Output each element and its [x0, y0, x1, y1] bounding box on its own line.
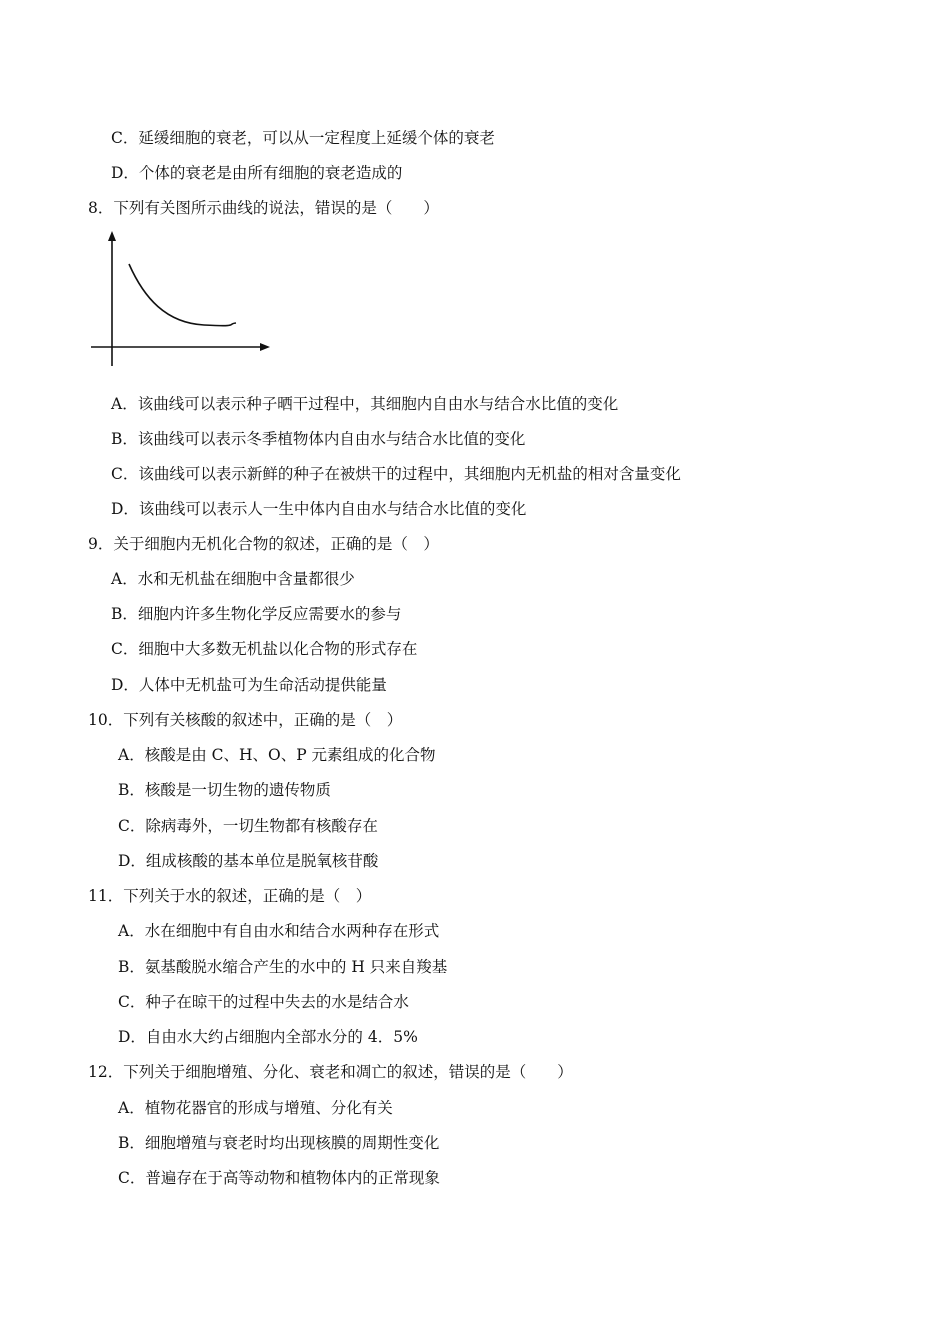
option-9d: D．人体中无机盐可为生命活动提供能量 [111, 676, 387, 694]
option-10b: B．核酸是一切生物的遗传物质 [118, 781, 331, 799]
option-8d: D．该曲线可以表示人一生中体内自由水与结合水比值的变化 [111, 500, 527, 518]
question-8-stem: 8．下列有关图所示曲线的说法，错误的是（ ） [88, 199, 439, 217]
option-10a: A．核酸是由 C、H、O、P 元素组成的化合物 [118, 746, 436, 764]
option-11a: A．水在细胞中有自由水和结合水两种存在形式 [118, 922, 440, 940]
option-8b: B．该曲线可以表示冬季植物体内自由水与结合水比值的变化 [111, 430, 526, 448]
question-10-stem: 10．下列有关核酸的叙述中，正确的是（ ） [88, 711, 403, 729]
option-7d: D．个体的衰老是由所有细胞的衰老造成的 [111, 164, 403, 182]
option-11b: B．氨基酸脱水缩合产生的水中的 H 只来自羧基 [118, 958, 448, 976]
option-9b: B．细胞内许多生物化学反应需要水的参与 [111, 605, 402, 623]
option-11d: D．自由水大约占细胞内全部水分的 4．5% [118, 1028, 418, 1046]
option-12a: A．植物花器官的形成与增殖、分化有关 [118, 1099, 393, 1117]
curve-line [129, 264, 236, 326]
x-axis-arrow [260, 343, 270, 351]
option-12c: C．普遍存在于高等动物和植物体内的正常现象 [118, 1169, 440, 1187]
decreasing-curve-figure [86, 228, 272, 368]
question-9-stem: 9．关于细胞内无机化合物的叙述，正确的是（ ） [88, 535, 439, 553]
question-11-stem: 11．下列关于水的叙述，正确的是（ ） [88, 887, 372, 905]
option-9c: C．细胞中大多数无机盐以化合物的形式存在 [111, 640, 418, 658]
option-12b: B．细胞增殖与衰老时均出现核膜的周期性变化 [118, 1134, 440, 1152]
option-8a: A．该曲线可以表示种子晒干过程中，其细胞内自由水与结合水比值的变化 [111, 395, 619, 413]
option-8c: C．该曲线可以表示新鲜的种子在被烘干的过程中，其细胞内无机盐的相对含量变化 [111, 465, 681, 483]
y-axis-arrow [108, 231, 116, 241]
option-11c: C．种子在晾干的过程中失去的水是结合水 [118, 993, 409, 1011]
option-10c: C．除病毒外，一切生物都有核酸存在 [118, 817, 378, 835]
question-12-stem: 12．下列关于细胞增殖、分化、衰老和凋亡的叙述，错误的是（ ） [88, 1063, 573, 1081]
option-10d: D．组成核酸的基本单位是脱氧核苷酸 [118, 852, 379, 870]
option-7c: C．延缓细胞的衰老，可以从一定程度上延缓个体的衰老 [111, 129, 495, 147]
option-9a: A．水和无机盐在细胞中含量都很少 [111, 570, 355, 588]
